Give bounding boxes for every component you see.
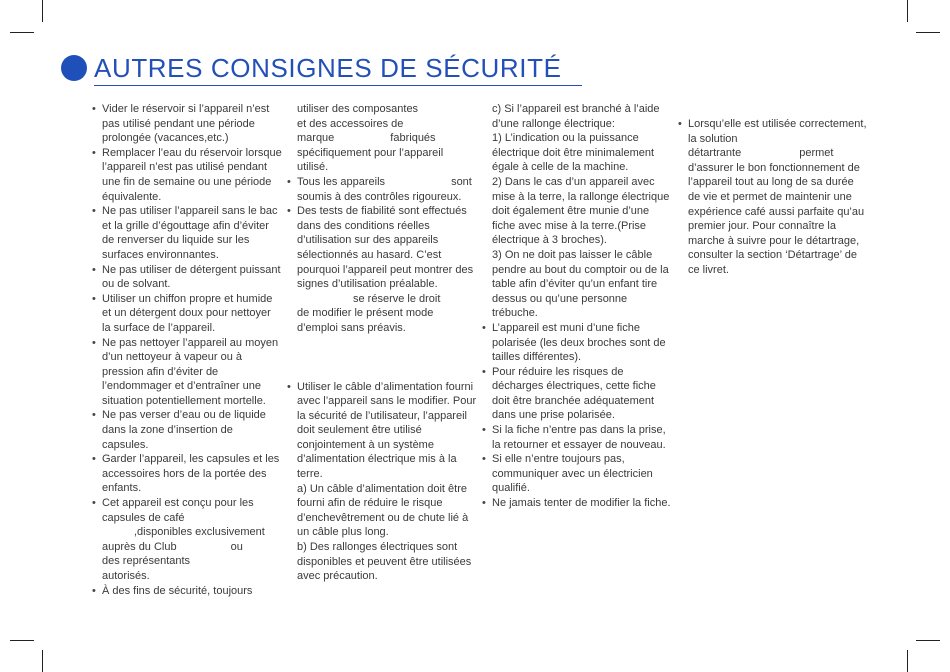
rallonge-intro: c) Si l’appareil est branché à l’aide d’une rallonge électrique: [492, 103, 660, 130]
cable-a-text: a) Un câble d’alimentation doit être fourni afin de réduire le risque d’enchevêtrement ou de chute lié à un câble plus long. [297, 482, 469, 539]
lead-line-4: spécifiquement pour l’appareil [297, 146, 444, 159]
section-title: AUTRES CONSIGNES DE SÉCURITÉ [94, 53, 562, 83]
cafe-cont-1: ,disponibles exclusivement [134, 526, 265, 539]
list-item: • Ne jamais tenter de modifier la fiche. [482, 496, 672, 511]
tous-appareils-text: Tous les appareils [297, 175, 386, 188]
crop-mark-top-left-h [10, 32, 34, 33]
crop-mark-bottom-left-h [10, 640, 34, 641]
list-item: • Remplacer l’eau du réservoir lorsque l’appareil n’est pas utilisé pendant une fin de semaine ou une période équivalente. [92, 146, 282, 204]
cafe-cont-3: ou [230, 540, 243, 553]
crop-mark-bottom-right-h [916, 640, 940, 641]
column-4 [678, 117, 868, 278]
list-item: • Garder l’appareil, les capsules et les accessoires hors de la portée des enfants. [92, 452, 282, 496]
list-item [678, 117, 868, 278]
reserve-line-3: d’emploi sans préavis. [297, 321, 406, 334]
title-bullet-dot [61, 55, 87, 81]
list-item: • À des fins de sécurité, toujours [92, 584, 282, 599]
detartrage-text-d: d’assurer le bon fonctionnement de l’appareil tout au long de sa durée de vie et permet de maintenir une expérience café aussi parfaite qu’au premier jour. Pour connaître la marche à suivre pour le détartrage, consulter la section ‘Détartrage’ de ce livret. [688, 161, 865, 276]
list-item: • Si la fiche n’entre pas dans la prise, la retourner et essayer de nouveau. [482, 423, 672, 452]
list-item [92, 496, 282, 584]
list-item: • Utiliser un chiffon propre et humide et un détergent doux pour nettoyer la surface de l’appareil. [92, 292, 282, 336]
list-item: • Ne pas nettoyer l’appareil au moyen d’un nettoyeur à vapeur ou à pression afin d’éviter de l’endommager et d’entraîner une situation potentiellement mortelle. [92, 336, 282, 409]
detartrage-text-c: permet [799, 147, 834, 160]
list-item: • Ne pas utiliser l’appareil sans le bac et la grille d’égouttage afin d’éviter de renverser du liquide sur les surfaces environnantes. [92, 204, 282, 262]
crop-mark-top-right-h [916, 32, 940, 33]
lead-line-5: utilisé. [297, 161, 329, 174]
cafe-cont-4: des représentants [102, 555, 191, 568]
spacer [287, 336, 479, 380]
crop-mark-bottom-left [42, 650, 43, 672]
lead-line-1: utiliser des composantes [297, 103, 419, 115]
lead-line-3 [297, 131, 479, 146]
rallonge-point-3: 3) On ne doit pas laisser le câble pendre au bout du comptoir ou de la table afin d’éviter qu’un enfant tire dessus ou qu’une personne trébuche. [492, 248, 669, 320]
crop-mark-top-left [42, 0, 43, 22]
tous-sont: sont [451, 175, 472, 188]
list-item [287, 175, 479, 204]
detartrage-text-a: Lorsqu’elle est utilisée correctement, la solution [688, 118, 867, 145]
tous-controles: soumis à des contrôles rigoureux. [297, 190, 462, 203]
title-underline [94, 85, 582, 86]
crop-mark-bottom-right [907, 650, 908, 672]
list-item: • Ne pas verser d’eau ou de liquide dans la zone d’insertion de capsules. [92, 408, 282, 452]
list-item: • Pour réduire les risques de décharges électriques, cette fiche doit être branchée adéquatement dans une prise polarisée. [482, 365, 672, 423]
cafe-cont-5: autorisés. [102, 570, 150, 582]
rallonge-point-1: 1) L’indication ou la puissance électrique doit être minimalement égale à celle de la machine. [492, 132, 655, 174]
list-item: • L’appareil est muni d’une fiche polarisée (les deux broches sont de tailles différentes). [482, 321, 672, 365]
reserve-line-2: de modifier le présent mode [297, 307, 434, 320]
list-item: • Vider le réservoir si l’appareil n’est pas utilisé pendant une période prolongée (vacances,etc.) [92, 102, 282, 146]
column-1 [92, 102, 282, 598]
list-item: • Utiliser le câble d’alimentation fourni avec l’appareil sans le modifier. Pour la sécurité de l’utilisateur, l’appareil doit seulement être utilisé conjointement à un système d’alimentation électrique mis à la terre. [287, 380, 479, 482]
list-item: • Des tests de fiabilité sont effectués dans des conditions réelles d’utilisation sur des appareils sélectionnés au hasard. C’est pourquoi l’appareil peut montrer des signes d’utilisation préalable. [287, 204, 479, 292]
detartrage-text-b: détartrante [688, 147, 742, 160]
list-item: • Si elle n’entre toujours pas, communiquer avec un électricien qualifié. [482, 452, 672, 496]
cafe-cont-2: auprès du Club [102, 540, 177, 553]
column-2 [287, 102, 479, 584]
rallonge-point-2: 2) Dans le cas d’un appareil avec mise à la terre, la rallonge électrique doit également être munie d’une fiche avec mise à la terre.(Prise électrique à 3 broches). [492, 175, 670, 247]
list-item: • Ne pas utiliser de détergent puissant ou de solvant. [92, 263, 282, 292]
crop-mark-top-right [907, 0, 908, 22]
lead-marque: marque [297, 132, 335, 145]
cable-b-text: b) Des rallonges électriques sont disponibles et peuvent être utilisées avec précaution. [297, 541, 472, 583]
lead-fabriques: fabriqués [390, 132, 436, 145]
reserve-line-1: se réserve le droit [353, 292, 441, 305]
column-3 [482, 102, 672, 511]
lead-line-2: et des accessoires de [297, 117, 404, 130]
cafe-capsules-text: Cet appareil est conçu pour les capsules de café [102, 497, 254, 524]
